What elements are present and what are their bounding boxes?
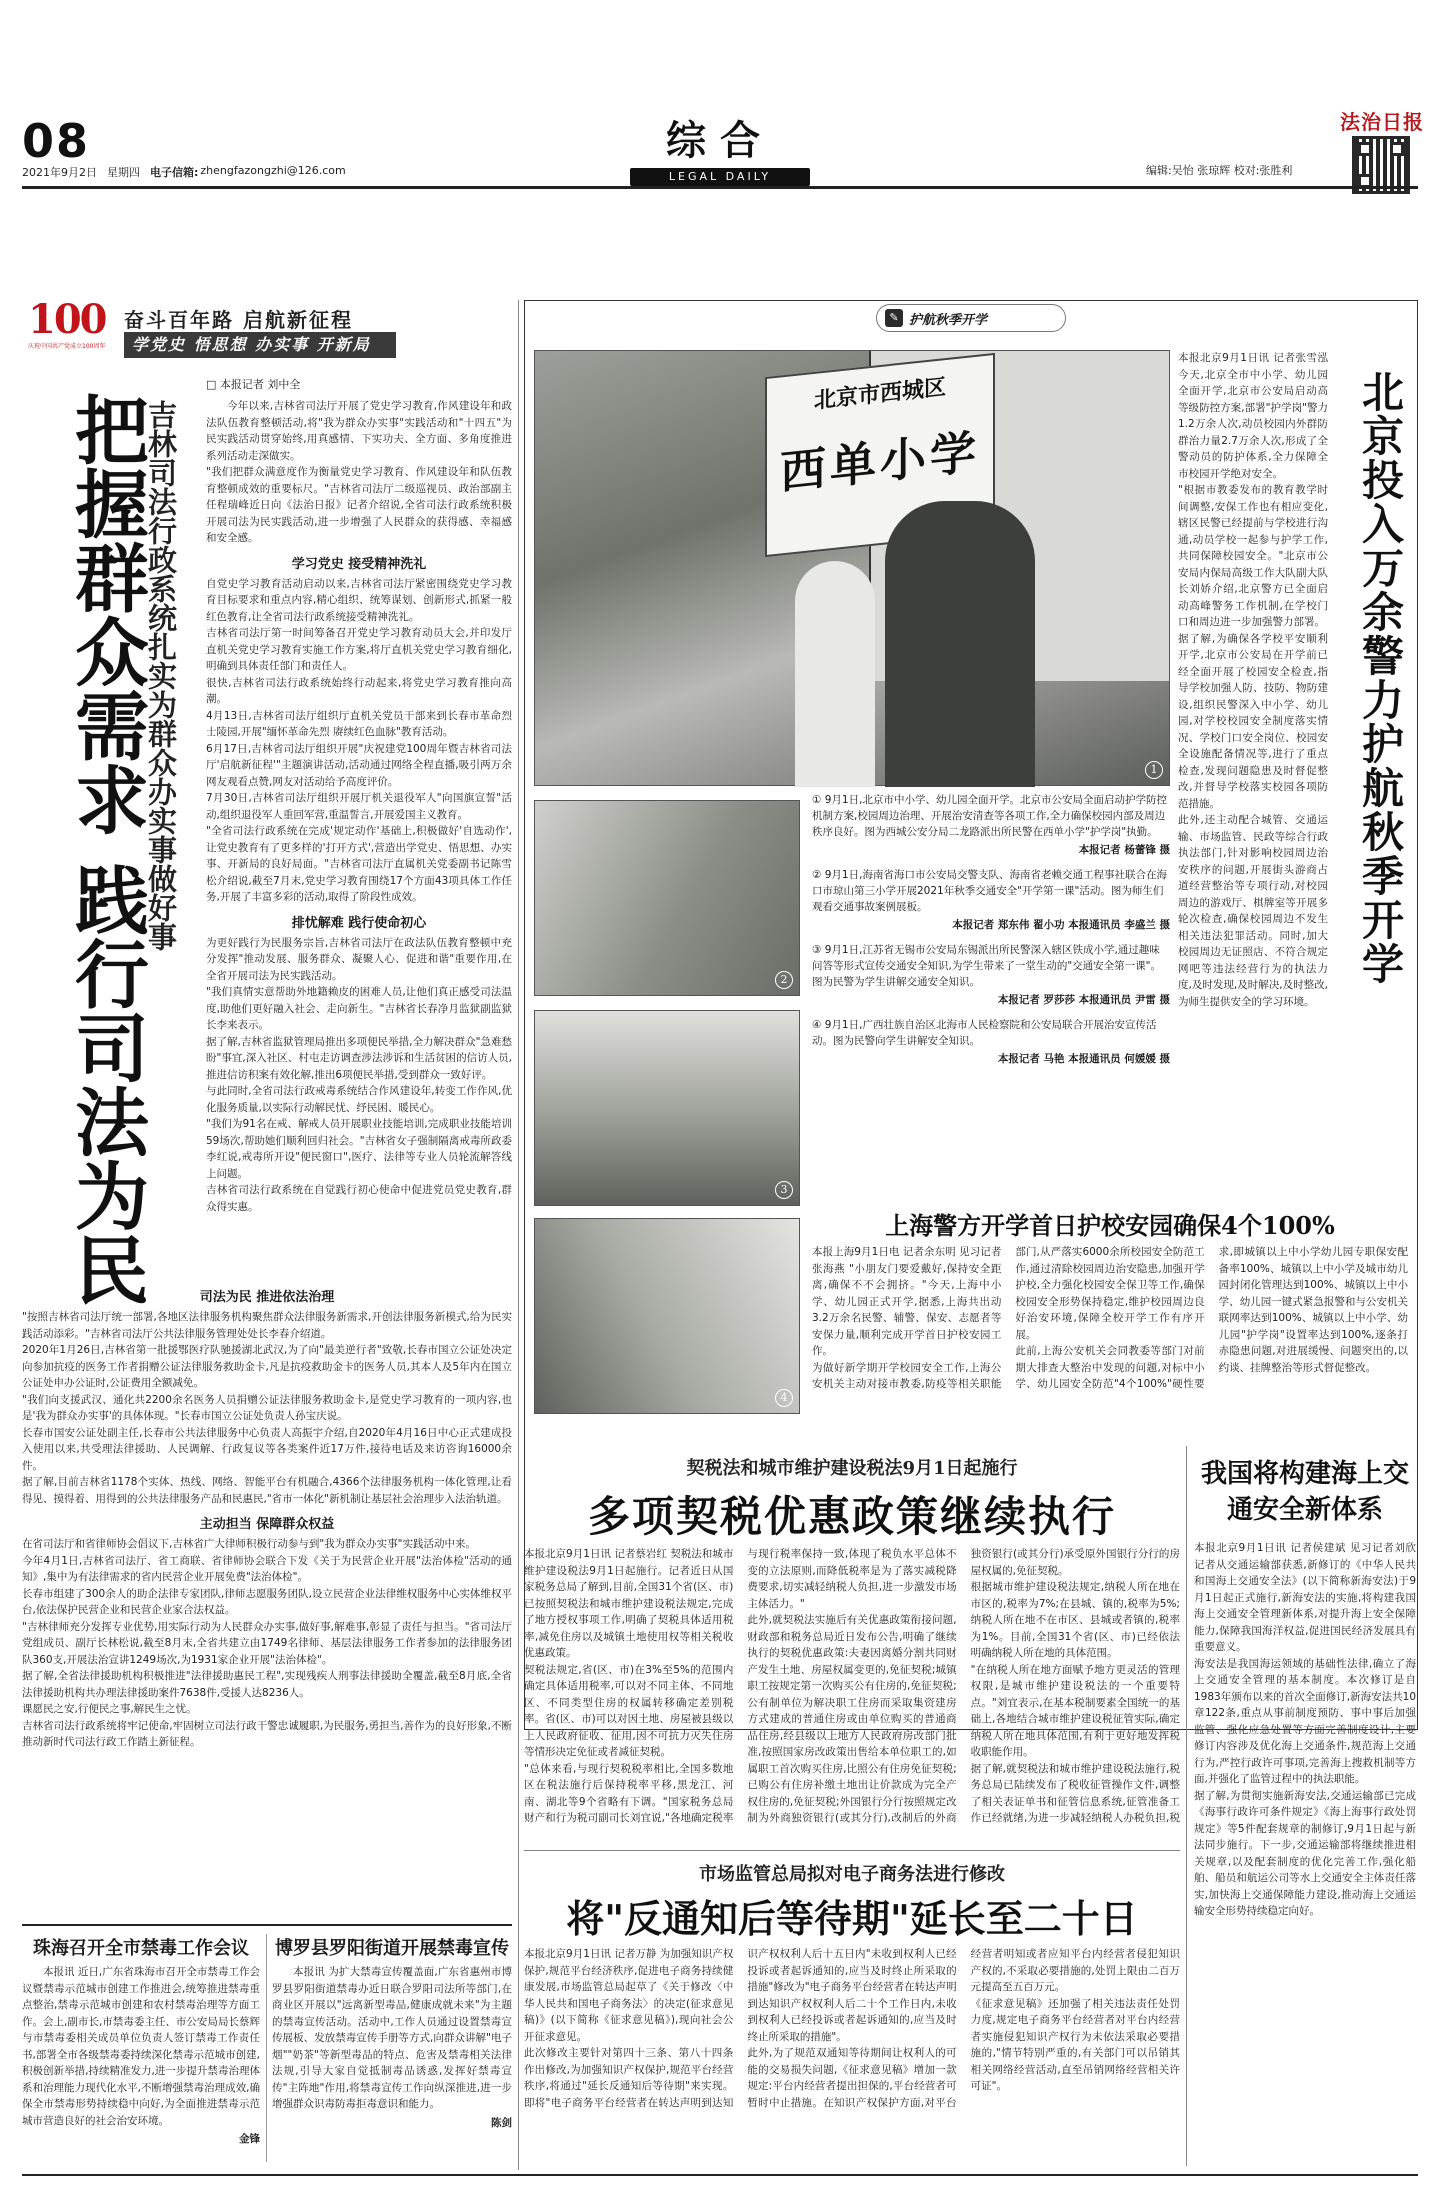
section-title: 综合 xyxy=(666,117,774,164)
tax-body xyxy=(524,1546,1180,1842)
shanghai-text: 本报上海9月1日电 记者余东明 见习记者张海燕 "小朋友门要爱戴好,保持安全距离,确保不不会拥挤。"今天,上海中小学、幼儿园正式开学,据悉,上海共出动3.2万余名民警、辅警、保安、志愿者等安保力量,顺利完成开学首日护校安园工作。 为做好新学期开学校园安全工作,上海公安机关主动对接市教委,防疫等相关职能部门,从严落实6000余所校园安全防范工作,通过清除校园周边治安隐患,加强开学护校,全力强化校园安全保卫等工作,确保校园安全形势保持稳定,维护校园周边良好治安环境,保障全校开学工作有序开展。 此前,上海公安机关会同教委等部门对前期大排查大整治中发现的问题,对标中小学、幼儿园安全防范"4个100%"硬性要求,即城镇以上中小学幼儿园专职保安配备率100%、城镇以上中小学及城市幼儿园封闭化管理达到100%、城镇以上中小学、幼儿园一键式紧急报警和与公安机关联网率达到100%、城镇以上中小学、幼儿园"护学岗"设置率达到100%,逐条打赤隐患问题,对进展缓慢、问题突出的,以约谈、挂牌整治等形式督促整改。 xyxy=(812,1246,1408,1390)
lead-sec3: "按照吉林省司法厅统一部署,各地区法律服务机构聚焦群众法律服务新需求,开创法律服务新模式,给为民实践活动添彩。"吉林省司法厅公共法律服务管理处处长李春介绍道。 2020年1月26日,吉林省第一批援鄂医疗队驰援湖北武汉,为了向"最美逆行者"致敬,长春市国立公证处决定向参加抗疫的医务工作者捐赠公证法律服务救助金卡,凡是抗疫救助金卡的医务人员,其本人及5年内在国立公证处申办公证时,公证费用全额减免。 "我们向支援武汉、通化共2200余名医务人员捐赠公证法律服务救助金卡,是党史学习教育的一项内容,也是'我为群众办实事'的具体体现。"长春市国立公证处负责人孙宝庆说。 长春市国安公证处副主任,长春市公共法律服务中心负责人高振宇介绍,自2020年4月16日中心正式建成投入使用以来,共受理法律援助、人民调解、行政复议等各类案件近17万件,接待电话及来访咨询16000余件。 据了解,目前吉林省1178个实体、热线、网络、智能平台有机融合,4366个法律服务机构一体化管理,让看得见、摸得着、用得到的公共法律服务产品和民惠民,"省市一体化"新机制让基层社会治理步入法治轨道。 xyxy=(22,1311,512,1505)
centenary-badge xyxy=(28,296,116,350)
caption-1-text: ① 9月1日,北京市中小学、幼儿园全面开学。北京市公安局全面启动护学防控机制方案,校园周边治理、开展治安清查等各项工作,全力确保校园内部及周边秩序良好。图为西城公安分局二龙路派出所民警在西单小学"护学岗"执勤。 xyxy=(812,794,1167,838)
lead-sec1-title: 学习党史 接受精神洗礼 xyxy=(291,556,427,572)
email-address[interactable]: zhengfazongzhi@126.com xyxy=(200,164,346,177)
short-left-text: 本报讯 近日,广东省珠海市召开全市禁毒工作会议暨禁毒示范城市创建工作推进会,统筹推进禁毒重点整治,禁毒示范城市创建和农村禁毒治理等方面工作。会上,副市长,市禁毒委主任、市公安局局长蔡辉与市禁毒委相关成员单位负责人签订禁毒工作责任书,部署全市各级禁毒委持续深化禁毒示范城市创建,积极创新举措,持续精准发力,进一步提升禁毒治理体系和治理能力现代化水平,不断增强禁毒治理成效,确保全市禁毒形势持续稳中向好,为全面推进禁毒示范城市营造良好的社会治安环境。 xyxy=(22,1966,260,2127)
leaf-icon: ✎ xyxy=(885,309,903,327)
badge-caption: 庆祝中国共产党成立100周年 xyxy=(28,343,106,350)
photo-captions xyxy=(812,792,1170,1192)
date-line: 2021年9月2日 xyxy=(22,166,97,179)
feature-photo-4 xyxy=(534,1218,800,1414)
photo-sign-school: 西单小学 xyxy=(780,424,980,500)
masthead-rule xyxy=(22,186,1418,189)
caption-4-text: ④ 9月1日,广西壮族自治区北海市人民检察院和公安局联合开展治安宣传活动。图为民警向学生讲解安全知识。 xyxy=(812,1019,1157,1047)
feature-label-text: 护航秋季开学 xyxy=(909,312,988,328)
caption-2 xyxy=(812,867,1170,932)
sea-text: 本报北京9月1日讯 记者侯建斌 见习记者刘欣 记者从交通运输部获悉,新修订的《中华人民共和国海上交通安全法》(以下简称新海安法)于9月1日起正式施行,新海安法的实施,将构建我国海上交通安全管理新体系,对提升海上安全保障能力,保障我国海洋权益,促进国民经济发展具有重要意义。 海安法是我国海运领域的基础性法律,确立了海上交通安全管理的基本制度。本次修订是自1983年颁布以来的首次全面修订,新海安法共10章122条,重点从事前制度预防、事中事后加强监管、强化应急处置等方面完善制度设计,主要修订内容涉及优化海上交通条件,规范海上交通行为,严控行政许可事项,完善海上搜救机制等方面,并强化了监管过程中的执法职能。 据了解,为贯彻实施新海安法,交通运输部已完成《海事行政许可条件规定》《海上海事行政处罚规定》等5件配套规章的制修订,9月1日起与新法同步施行。下一步,交通运输部将继续推进相关规章,以及配套制度的优化完善工作,强化船舶、船员和航运公司等水上交通安全主体责任落实,加快海上交通保障能力建设,推动海上交通运输安全形势持续稳定向好。 xyxy=(1194,1542,1416,1917)
market-text: 本报北京9月1日讯 记者万静 为加强知识产权保护,规范平台经济秩序,促进电子商务持续健康发展,市场监管总局起草了《关于修改〈中华人民共和国电子商务法〉的决定(征求意见稿)》(以下简称《征求意见稿》),现向社会公开征求意见。 此次修改主要针对第四十三条、第八十四条作出修改,为加强知识产权保护,规范平台经营秩序,将通过"延长反通知后等待期"来实现。即将"电子商务平台经营者在转达声明到达知识产权权利人后十五日内"未收到权利人已经投诉或者起诉通知的,应当及时终止所采取的措施"修改为"电子商务平台经营者在转达声明到达知识产权权利人后二十个工作日内,未收到权利人已经投诉或者起诉通知的,应当及时终止所采取的措施"。 此外,为了规范双通知等待期间让权利人的可能的交易损失问题,《征求意见稿》增加一款规定:平台内经营者提出担保的,平台经营者可暂时中止措施。在知识产权保护方面,对平台经营者明知或者应知平台内经营者侵犯知识产权的,不采取必要措施的,处罚上限由二百万元提高至五百万元。 《征求意见稿》还加强了相关违法责任处罚力度,规定电子商务平台经营者对平台内经营者实施侵犯知识产权行为未依法采取必要措施的,"情节特别严重的,有关部门可以吊销其相关网络经营活动,直至吊销网络经营相关许可证"。 xyxy=(524,1948,1180,2109)
caption-2-credit: 本报记者 郑东伟 翟小功 本报通讯员 李盛兰 摄 xyxy=(952,919,1170,931)
caption-3-credit: 本报记者 罗莎莎 本报通讯员 尹雷 摄 xyxy=(997,994,1170,1006)
caption-2-text: ② 9月1日,海南省海口市公安局交警支队、海南省老赖交通工程事社联合在海口市琼山第三小学开展2021年秋季交通安全"开学第一课"活动。图为师生们观看交通事故案例展板。 xyxy=(812,869,1167,913)
lead-sec2: 为更好践行为民服务宗旨,吉林省司法厅在政法队伍教育整顿中充分发挥"推动发展、服务群众、凝聚人心、促进和谐"重要作用,在全省开展司法为民实践活动。 "我们真情实意帮助外地籍赖皮的困难人员,让他们真正感受司法温度,助他们更好融入社会、走向新生。"吉林省长春净月监狱副监狱长李来表示。 据了解,吉林省监狱管理局推出多项便民举措,全力解决群众"急难愁盼"事宜,深入社区、村屯走访调查涉法涉诉和生活贫困的信访人员,推进信访积案有效化解,推出6项便民举措,受到群众一致好评。 与此同时,全省司法行政戒毒系统结合作风建设年,转变工作作风,优化服务质量,以实际行动解民忧、纾民困、暖民心。 "我们为91名在戒、解戒人员开展职业技能培训,完成职业技能培训59场次,帮助她们顺利回归社会。"吉林省女子强制隔离戒毒所政委李红说,戒毒所开设"便民窗口",医疗、法律等专业人员轮流解答线上问题。 吉林省司法行政系统在自觉践行初心使命中促进党员党史教育,群众得实惠。 xyxy=(206,936,512,1213)
banner-line1: 奋斗百年路 启航新征程 xyxy=(124,308,353,332)
caption-4 xyxy=(812,1017,1170,1066)
lead-headline: 把握群众需求 践行司法为民 xyxy=(63,392,149,1306)
lead-sec4: 在省司法厅和省律师协会倡议下,吉林省广大律师积极行动参与到"我为群众办实事"实践活动中来。 今年4月1日,吉林省司法厅、省工商联、省律师协会联合下发《关于为民营企业开展"法治体检"活动的通知》,集中为有法律需求的省内民营企业开展免费"法治体检"。 长春市组建了300余人的助企法律专家团队,律师志愿服务团队,设立民营企业法律维权服务中心实体维权平台,依法保护民营企业和民营企业家合法权益。 "吉林律师充分发挥专业优势,用实际行动为人民群众办实事,做好事,解难事,彰显了责任与担当。"省司法厅党组成员、副厅长林松说,截至8月末,全省共建立由1749名律师、基层法律服务工作者参加的法律服务团队360支,开展法治宣讲1249场次,为1931家企业开展"法治体检"。 据了解,全省法律援助机构积极推进"法律援助惠民工程",实现残疾人刑事法律援助全覆盖,截至8月底,全省法律援助机构共办理法律援助案件7638件,受援人达8236人。 课愿民之安,行便民之事,解民生之忧。 吉林省司法行政系统将牢记使命,牢固树立司法行政干警忠诚履职,为民服务,勇担当,善作为的良好形象,不断推动新时代司法行政工作踏上新征程。 xyxy=(22,1538,512,1748)
editors-line: 编辑:吴怡 张琼辉 校对:张胜利 xyxy=(1146,164,1293,177)
feature-photo-2 xyxy=(534,800,800,996)
market-body xyxy=(524,1946,1180,2166)
photo-number-3: 3 xyxy=(775,1181,793,1199)
sea-body xyxy=(1194,1540,1416,2166)
shanghai-headline: 上海警方开学首日护校安园确保4个100% xyxy=(885,1211,1335,1240)
beijing-text: 本报北京9月1日讯 记者张雪泓 今天,北京全市中小学、幼儿园全面开学,北京市公安局启动高等级防控方案,部署"护学岗"警力1.2万余人次,动员校园内外群防群治力量2.7万余人次,形成了全警动员的防护体系,全力保障全市校园开学绝对安全。 "根据市教委发布的教育教学时间调整,安保工作也有相应变化,辖区民警已经提前与学校进行沟通,动员学校一起参与护学工作,共同保障校园安全。"北京市公安局内保局高级工作大队副大队长刘娇介绍,北京警方已全面启动高峰警务工作机制,在学校门口和周边进一步加强警力部署。 据了解,为确保各学校平安顺利开学,北京市公安局在开学前已经全面开展了校园安全检查,指导学校加强人防、技防、物防建设,组织民警深入中小学、幼儿园,对学校校园安全制度落实情况、学校门口安全岗位、校园安全设施配备情况等,进行了重点检查,发现问题隐患及时督促整改,并督导学校落实校园各项防范措施。 此外,还主动配合城管、交通运输、市场监管、民政等综合行政执法部门,针对影响校园周边治安秩序的问题,开展街头游商占道经营整治等专项行动,对校园周边的游戏厅、棋牌室等开展多轮次检查,确保校园周边不发生相关违法犯罪活动。同时,加大校园周边无证照店、不符合规定网吧等违法经营行为的执法力度,及时发现,及时解决,及时整改,为师生提供安全的学习环境。 xyxy=(1178,352,1328,1008)
sea-headline: 我国将构建海上交通安全新体系 xyxy=(1200,1459,1409,1525)
short-left-headline: 珠海召开全市禁毒工作会议 xyxy=(33,1938,249,1959)
short-mid-headline: 博罗县罗阳街道开展禁毒宣传 xyxy=(275,1938,509,1959)
lead-subheadline: 吉林司法行政系统扎实为群众办实事做好事 xyxy=(144,400,178,951)
short-left-author: 金锋 xyxy=(239,2133,260,2145)
lead-column-lower xyxy=(22,1280,512,1916)
page-number: 08 xyxy=(22,114,91,168)
shanghai-body xyxy=(812,1244,1408,1420)
feature-label xyxy=(876,304,1066,332)
banner-line2: 学党史 悟思想 办实事 开新局 xyxy=(124,332,396,358)
market-headline: 将"反通知后等待期"延长至二十日 xyxy=(566,1896,1138,1941)
photo-number-4: 4 xyxy=(775,1389,793,1407)
paper-logo: 法治日报 xyxy=(1340,110,1424,134)
center-divider xyxy=(518,300,519,2170)
right-divider xyxy=(1186,1446,1187,2166)
market-rule xyxy=(524,1850,1180,1851)
short-mid-body xyxy=(272,1964,512,2164)
lead-sec4-title: 主动担当 保障群众权益 xyxy=(199,1517,335,1532)
market-kicker: 市场监管总局拟对电子商务法进行修改 xyxy=(699,1864,1005,1885)
feature-photo-3 xyxy=(534,1010,800,1206)
photo-number-2: 2 xyxy=(775,971,793,989)
email-label: 电子信箱: xyxy=(150,166,199,179)
lead-sec2-title: 排忧解难 践行使命初心 xyxy=(291,915,427,931)
photo-child xyxy=(795,561,875,787)
lead-intro: 今年以来,吉林省司法厅开展了党史学习教育,作风建设年和政法队伍教育整顿活动,将"我为群众办实事"实践活动和"十四五"为民实践活动贯穿始终,用真感情、下实功夫、全方面、多角度推进系列活动走深做实。 "我们把群众满意度作为衡量党史学习教育、作风建设年和队伍教育整顿成效的重要标尺。"吉林省司法厅二级巡视员、政治部副主任程瑞峰近日向《法治日报》记者介绍说,全省司法行政系统积极开展司法为民实践活动,进一步增强了人民群众的获得感、幸福感和安全感。 xyxy=(206,400,512,544)
caption-3 xyxy=(812,942,1170,1007)
photo-officer xyxy=(885,501,1035,787)
tax-kicker: 契税法和城市维护建设税法9月1日起施行 xyxy=(686,1458,1018,1479)
feature-photo-1 xyxy=(534,350,1170,786)
left-bottom-rule xyxy=(22,1924,512,1926)
short-left-divider xyxy=(266,1934,267,2162)
tax-headline: 多项契税优惠政策继续执行 xyxy=(587,1492,1116,1541)
lead-sec3-title: 司法为民 推进依法治理 xyxy=(199,1290,335,1305)
photo-number-1: 1 xyxy=(1145,761,1163,779)
bottom-rule xyxy=(22,2174,1418,2176)
caption-3-text: ③ 9月1日,江苏省无锡市公安局东锡派出所民警深入辖区铁成小学,通过趣味问答等形式宣传交通安全知识,为学生带来了一堂生动的"交通安全第一课"。图为民警为学生讲解交通安全知识。 xyxy=(812,944,1161,988)
photo-sign-district: 北京市西城区 xyxy=(813,374,946,414)
lead-column-upper xyxy=(206,398,512,1270)
lead-byline: □ 本报记者 刘中全 xyxy=(206,378,301,391)
section-en: LEGAL DAILY xyxy=(630,168,810,186)
caption-4-credit: 本报记者 马艳 本报通讯员 何媛媛 摄 xyxy=(997,1053,1170,1065)
short-mid-author: 陈剑 xyxy=(491,2116,512,2129)
caption-1 xyxy=(812,792,1170,857)
short-left-body xyxy=(22,1964,260,2164)
short-mid-text: 本报讯 为扩大禁毒宣传覆盖面,广东省惠州市博罗县罗阳街道禁毒办近日联合罗阳司法所等部门,在商业区开展以"远离新型毒品,健康成就未来"为主题的禁毒宣传活动。活动中,工作人员通过设置禁毒宣传展板、发放禁毒宣传手册等方式,向群众讲解"电子烟""奶茶"等新型毒品的特点、危害及禁毒相关法律法规,引导大家自觉抵制毒品诱惑,发挥好禁毒宣传"主阵地"作用,将禁毒宣传工作向纵深推进,进一步增强群众识毒防毒拒毒意识和能力。 xyxy=(272,1966,512,2110)
badge-number: 100 xyxy=(28,296,106,343)
lead-sec1: 自党史学习教育活动启动以来,吉林省司法厅紧密围绕党史学习教育目标要求和重点内容,精心组织、统筹谋划、创新形式,抓紧一般红色教育,让全省司法行政系统接受精神洗礼。 吉林省司法厅第一时间筹备召开党史学习教育动员大会,并印发厅直机关党史学习教育实施工作方案,将厅直机关党史学习教育细化,明确到具体责任部门和责任人。 很快,吉林省司法行政系统始终行动起来,将党史学习教育推向高潮。 4月13日,吉林省司法厅组织厅直机关党员干部来到长春市革命烈士陵园,开展"缅怀革命先烈 赓续红色血脉"教育活动。 6月17日,吉林省司法厅组织开展"庆祝建党100周年暨吉林省司法厅'启航新征程'"主题演讲活动,活动通过网络全程直播,吸引两万余网友观看点赞,网友对活动给予高度评价。 7月30日,吉林省司法厅组织开展厅机关退役军人"向国旗宣誓"活动,组织退役军人重回军营,重温誓言,开展爱国主义教育。 "全省司法行政系统在完成'规定动作'基础上,积极做好'自选动作',让党史教育有了更多样的'打开方式',营造出学党史、悟思想、办实事、开新局的良好局面。"吉林省司法厅直属机关党委副书记陈雪松介绍说,截至7月末,党史学习教育围绕17个方面43项具体工作任务,开展了丰富多彩的活动,取得了阶段性成效。 xyxy=(206,577,512,903)
caption-1-credit: 本报记者 杨蕾锋 摄 xyxy=(1078,844,1170,856)
tax-text: 本报北京9月1日讯 记者蔡岩红 契税法和城市维护建设税法9月1日起施行。记者近日从国家税务总局了解到,目前,全国31个省(区、市)已按照契税法和城市维护建设税法规定,完成了地方授权事项工作,明确了契税具体适用税率,减免住房以及城镇土地使用权等相关税收优惠政策。 契税法规定,省(区、市)在3%至5%的范围内确定具体适用税率,可以对不同主体、不同地区、不同类型住房的权属转移确定差别税率。省(区、市)可以对因土地、房屋被县级以上人民政府征收、征用,因不可抗力灭失住房等情形决定免征或者减征契税。 "总体来看,与现行契税税率相比,全国多数地区在税法施行后保持税率平移,黑龙江、河南、湖北等9个省略有下调。"国家税务总局财产和行为税司副司长刘宜说,"各地确定税率与现行税率保持一致,体现了税负水平总体不变的立法原则,而降低税率是为了落实减税降费要求,切实减轻纳税人负担,进一步激发市场主体活力。" 此外,就契税法实施后有关优惠政策衔接问题,财政部和税务总局近日发布公告,明确了继续执行的契税优惠政策:夫妻因离婚分割共同财产发生土地、房屋权属变更的,免征契税;城镇职工按规定第一次购买公有住房的,免征契税;公有制单位为解决职工住房而采取集资建房方式建成的普通住房或由单位购买的普通商品住房,经县级以上地方人民政府房改部门批准,按照国家房改政策出售给本单位职工的,如属职工首次购买住房,比照公有住房免征契税;已购公有住房补缴土地出让价款成为完全产权住房的,免征契税;外国银行分行按照规定改制为外商独资银行(或其分行),改制后的外商独资银行(或其分行)承受原外国银行分行的房屋权属的,免征契税。 根据城市维护建设税法规定,纳税人所在地在市区的,税率为7%;在县城、镇的,税率为5%;纳税人所在地不在市区、县城或者镇的,税率为1%。目前,全国31个省(区、市)已经依法明确纳税人所在地的具体范围。 "在纳税人所在地方面赋予地方更灵活的管理权限,是城市维护建设税法的一个重要特点。"刘宜表示,在基本税制要素全国统一的基础上,各地结合城市维护建设税征管实际,确定纳税人所在地具体范围,有利于更好地发挥税收职能作用。 据了解,就契税法和城市维护建设税法施行,税务总局已陆续发布了税收征管操作文件,调整了相关表证单书和征管信息系统,征管准备工作已经就绪,为进一步减轻纳税人办税负担,税 xyxy=(524,1548,1180,1824)
beijing-headline: 北京投入万余警力护航秋季开学 xyxy=(1356,370,1405,986)
weekday: 星期四 xyxy=(107,166,140,179)
